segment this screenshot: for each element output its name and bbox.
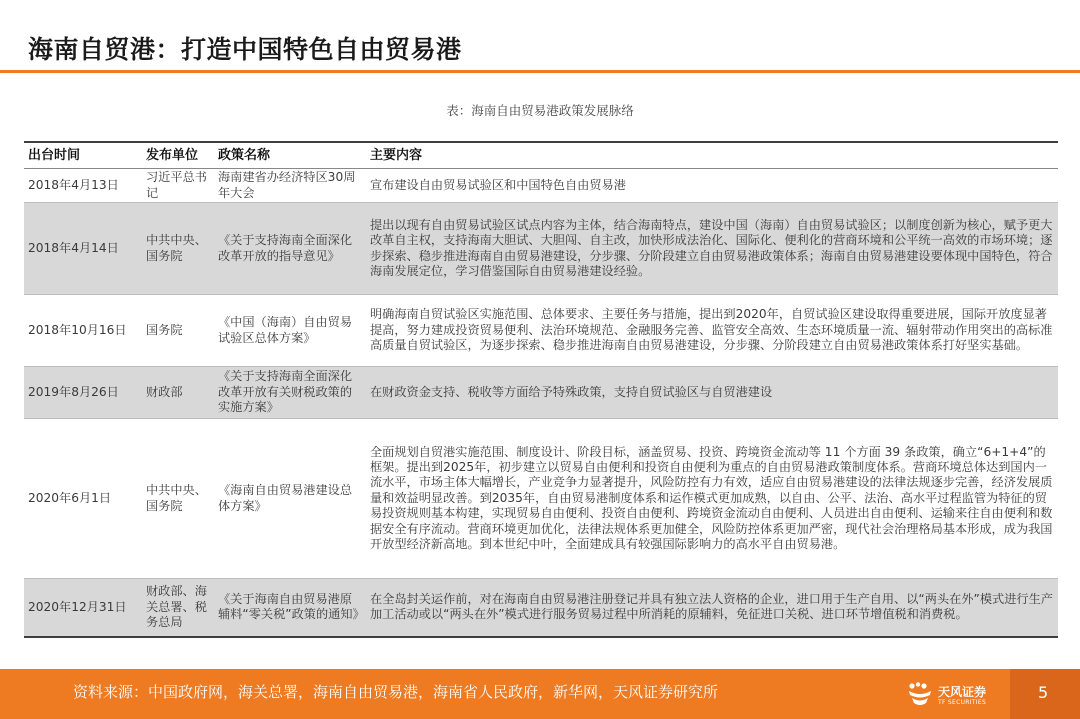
row-policy: 《中国（海南）自由贸易试验区总体方案》 — [214, 295, 366, 367]
row-content: 明确海南自贸试验区实施范围、总体要求、主要任务与措施，提出到2020年，自贸试验区建设取得重要进展，国际开放度显著提高，努力建成投资贸易便利、法治环境规范、金融服务完善、监管安全高效、生态环境质量一流、辐射带动作用突出的高标准高质量自贸试验区，为逐步探索、稳步推进海南自由贸易港建设，分步骤、分阶段建立自由贸易港政策体系打好坚实基础。 — [366, 295, 1058, 367]
row-content: 在财政资金支持、税收等方面给予特殊政策，支持自贸试验区与自贸港建设 — [366, 367, 1058, 419]
header-date: 出台时间 — [24, 142, 142, 169]
row-issuer: 财政部 — [142, 367, 214, 419]
tf-securities-logo — [906, 679, 990, 711]
table-caption: 表：海南自由贸易港政策发展脉络 — [446, 103, 634, 118]
row-issuer: 中共中央、国务院 — [142, 419, 214, 579]
header-issuer: 发布单位 — [142, 142, 214, 169]
policy-table — [24, 141, 1058, 638]
header-content: 主要内容 — [366, 142, 1058, 169]
table-row — [24, 169, 1058, 203]
row-policy: 《关于海南自由贸易港原辅料“零关税”政策的通知》 — [214, 579, 366, 637]
row-date: 2020年6月1日 — [24, 419, 142, 579]
row-date: 2020年12月31日 — [24, 579, 142, 637]
source-note: 资料来源：中国政府网，海关总署，海南自由贸易港，海南省人民政府，新华网，天风证券研究所 — [73, 683, 719, 701]
row-policy: 《关于支持海南全面深化改革开放的指导意见》 — [214, 203, 366, 295]
row-issuer: 习近平总书记 — [142, 169, 214, 203]
row-content: 提出以现有自由贸易试验区试点内容为主体，结合海南特点，建设中国（海南）自由贸易试验区；以制度创新为核心，赋予更大改革自主权，支持海南大胆试、大胆闯、自主改，加快形成法治化、国际化、便利化的营商环境和公平统一高效的市场环境；逐步探索、稳步推进海南自由贸易港建设，分步骤、分阶段建立自由贸易港政策体系；海南自由贸易港建设要体现中国特色，符合海南发展定位，学习借鉴国际自由贸易港建设经验。 — [366, 203, 1058, 295]
row-issuer: 中共中央、国务院 — [142, 203, 214, 295]
table-row — [24, 367, 1058, 419]
footer-bar — [0, 669, 1080, 719]
row-content: 宣布建设自由贸易试验区和中国特色自由贸易港 — [366, 169, 1058, 203]
logo-text-en: TF SECURITIES — [938, 699, 987, 706]
row-policy: 海南建省办经济特区30周年大会 — [214, 169, 366, 203]
table-row — [24, 203, 1058, 295]
logo-emblem-icon — [906, 681, 934, 709]
slide-title: 海南自贸港：打造中国特色自由贸易港 — [28, 35, 462, 64]
logo-text-cn: 天风证券 — [938, 685, 987, 699]
row-issuer: 国务院 — [142, 295, 214, 367]
table-row — [24, 579, 1058, 637]
header-policy: 政策名称 — [214, 142, 366, 169]
table-header-row — [24, 142, 1058, 169]
table-row — [24, 295, 1058, 367]
row-issuer: 财政部、海关总署、税务总局 — [142, 579, 214, 637]
row-date: 2018年10月16日 — [24, 295, 142, 367]
row-content: 在全岛封关运作前，对在海南自由贸易港注册登记并具有独立法人资格的企业，进口用于生产自用、以“两头在外”模式进行生产加工活动或以“两头在外”模式进行服务贸易过程中所消耗的原辅料，免征进口关税、进口环节增值税和消费税。 — [366, 579, 1058, 637]
table-row — [24, 419, 1058, 579]
title-underline — [0, 70, 1080, 73]
row-date: 2018年4月13日 — [24, 169, 142, 203]
row-date: 2018年4月14日 — [24, 203, 142, 295]
row-policy: 《海南自由贸易港建设总体方案》 — [214, 419, 366, 579]
row-policy: 《关于支持海南全面深化改革开放有关财税政策的实施方案》 — [214, 367, 366, 419]
row-content: 全面规划自贸港实施范围、制度设计、阶段目标，涵盖贸易、投资、跨境资金流动等 11 个方面 39 条政策，确立“6+1+4”的框架。提出到2025年，初步建立以贸易自由便利和投资自由便利为重点的自由贸易港政策制度体系。营商环境总体达到国内一流水平，市场主体大幅增长，产业竞争力显著提升，风险防控有力有效，适应自由贸易港建设的法律法规逐步完善，经济发展质量和效益明显改善。到2035年，自由贸易港制度体系和运作模式更加成熟，以自由、公平、法治、高水平过程监管为特征的贸易投资规则基本构建，实现贸易自由便利、投资自由便利、跨境资金流动自由便利、人员进出自由便利、运输来往自由便利和数据安全有序流动。营商环境更加优化，法律法规体系更加健全，风险防控体系更加严密，现代社会治理格局基本形成，成为我国开放型经济新高地。到本世纪中叶，全面建成具有较强国际影响力的高水平自由贸易港。 — [366, 419, 1058, 579]
row-date: 2019年8月26日 — [24, 367, 142, 419]
page-number: 5 — [1038, 683, 1049, 702]
